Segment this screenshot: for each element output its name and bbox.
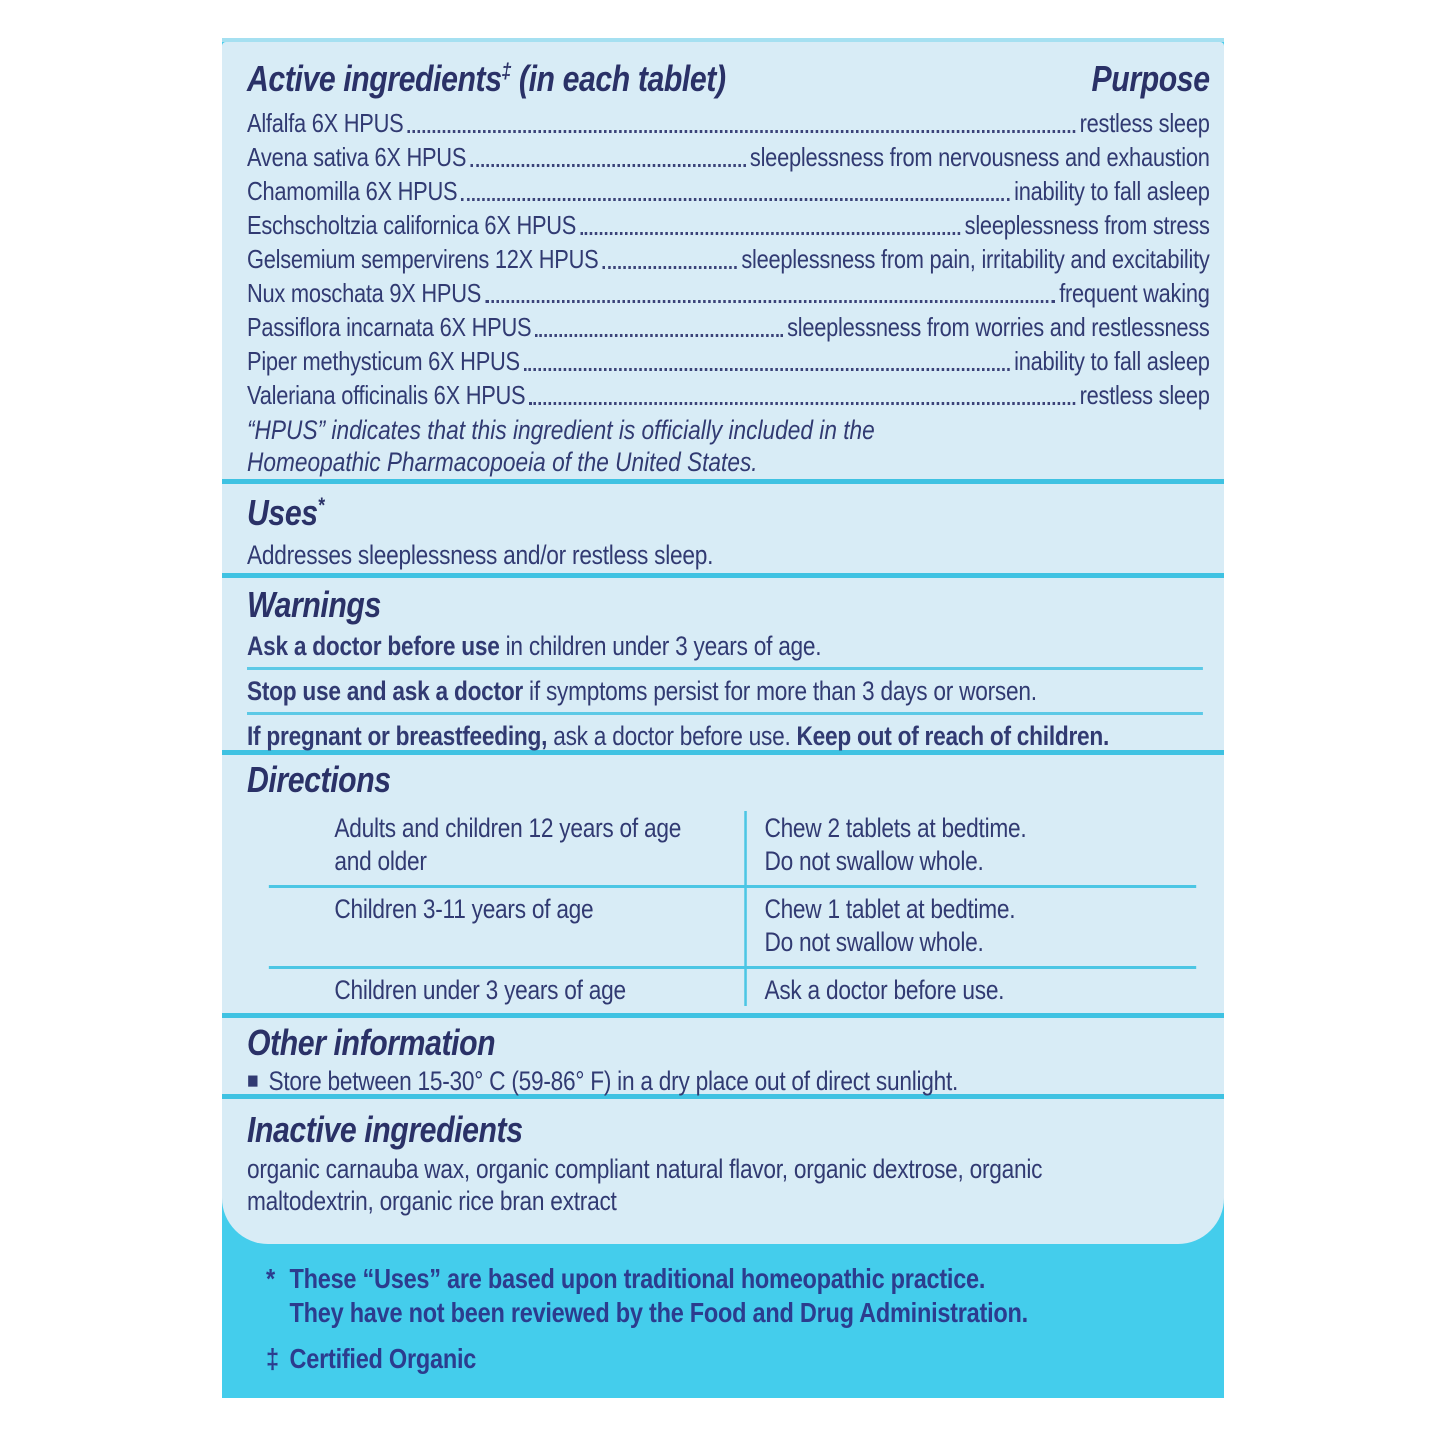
section-active-ingredients <box>247 52 1210 479</box>
hpus-note-line: Homeopathic Pharmacopoeia of the United States. <box>247 447 758 477</box>
warning-text: ask a doctor before use. <box>547 721 797 751</box>
drug-facts-label <box>222 38 1224 1398</box>
age-group-cell: Children 3-11 years of age <box>334 894 594 924</box>
warning-divider <box>247 667 1203 670</box>
table-column-divider <box>744 811 747 1006</box>
ingredient-row <box>247 106 1210 140</box>
uses-title-text: Uses <box>247 492 318 533</box>
ingredient-row <box>247 378 1210 412</box>
dose-line: Chew 2 tablets at bedtime. <box>764 813 1027 843</box>
ingredient-row <box>247 276 1210 310</box>
directions-title: Directions <box>247 759 391 800</box>
other-information-title: Other information <box>247 1022 496 1063</box>
ingredient-name: Alfalfa 6X HPUS <box>247 108 404 138</box>
dose-cell <box>744 888 1209 966</box>
section-uses <box>247 484 1210 573</box>
ingredient-purpose: sleeplessness from pain, irritability and excitability <box>741 244 1210 274</box>
section-warnings <box>247 578 1210 750</box>
dotted-leader <box>485 300 1055 303</box>
ingredient-name: Piper methysticum 6X HPUS <box>247 346 520 376</box>
ingredient-row <box>247 174 1210 208</box>
ingredient-row <box>247 208 1210 242</box>
dotted-leader <box>530 402 1076 405</box>
dose-line: Do not swallow whole. <box>764 927 984 957</box>
ingredient-row <box>247 140 1210 174</box>
ingredient-purpose: sleeplessness from stress <box>964 210 1210 240</box>
directions-table <box>247 807 1210 1014</box>
ingredient-name: Nux moschata 9X HPUS <box>247 278 482 308</box>
ingredient-purpose: inability to fall asleep <box>1014 176 1210 206</box>
inactive-ingredients-line: maltodextrin, organic rice bran extract <box>247 1186 617 1216</box>
section-inactive-ingredients <box>247 1099 1210 1238</box>
dotted-leader <box>524 368 1010 371</box>
warning-bold-text: Ask a doctor before use <box>247 631 500 661</box>
ingredient-name: Passiflora incarnata 6X HPUS <box>247 312 532 342</box>
ingredient-row <box>247 344 1210 378</box>
certified-organic-text: Certified Organic <box>289 1343 477 1374</box>
dose-cell <box>744 969 1209 1014</box>
hpus-note <box>247 414 1210 478</box>
uses-footnote-line: These “Uses” are based upon traditional homeopathic practice. <box>289 1263 986 1294</box>
ingredient-name: Gelsemium sempervirens 12X HPUS <box>247 244 599 274</box>
ingredient-row <box>247 242 1210 276</box>
ingredient-name: Eschscholtzia californica 6X HPUS <box>247 210 577 240</box>
dotted-leader <box>408 130 1076 133</box>
asterisk-superscript: * <box>317 494 325 517</box>
section-directions <box>247 755 1210 1013</box>
inactive-ingredients-line: organic carnauba wax, organic compliant natural flavor, organic dextrose, organic <box>247 1154 1043 1184</box>
dotted-leader <box>603 266 737 269</box>
asterisk-symbol: * <box>266 1263 275 1294</box>
active-title-text: Active ingredients <box>247 58 502 99</box>
dose-line: Ask a doctor before use. <box>764 975 1005 1005</box>
storage-text: Store between 15-30° C (59-86° F) in a dry place out of direct sunlight. <box>268 1066 959 1096</box>
ingredient-purpose: sleeplessness from worries and restlessness <box>787 312 1210 342</box>
dotted-leader <box>580 232 960 235</box>
ingredient-name: Avena sativa 6X HPUS <box>247 142 467 172</box>
section-other-information <box>247 1018 1210 1094</box>
uses-footnote-line: They have not been reviewed by the Food and Drug Administration. <box>289 1297 1028 1328</box>
ingredient-purpose: sleeplessness from nervousness and exhaustion <box>749 142 1210 172</box>
warning-divider <box>247 712 1203 715</box>
dotted-leader <box>462 198 1010 201</box>
warnings-title: Warnings <box>247 584 381 625</box>
dagger-superscript: ‡ <box>501 60 511 83</box>
ingredient-purpose: restless sleep <box>1079 380 1210 410</box>
warning-bold-text: If pregnant or breastfeeding, <box>247 721 548 751</box>
other-information-body <box>247 1064 1210 1099</box>
age-group-cell: Adults and children 12 years of age and older <box>334 813 682 876</box>
uses-title <box>247 492 1210 534</box>
directions-row <box>247 888 1210 966</box>
warning-item <box>247 720 1210 752</box>
dose-line: Do not swallow whole. <box>764 846 984 876</box>
active-ingredients-title <box>247 58 726 100</box>
warning-bold-text: Stop use and ask a doctor <box>247 676 524 706</box>
active-title-suffix: (in each tablet) <box>510 58 726 99</box>
dotted-leader <box>470 164 745 167</box>
warning-bold-text: Keep out of reach of children. <box>796 721 1110 751</box>
age-group-cell: Children under 3 years of age <box>334 975 626 1005</box>
ingredient-purpose: frequent waking <box>1059 278 1210 308</box>
double-dagger-symbol: ‡ <box>266 1343 279 1374</box>
dose-cell <box>744 807 1209 885</box>
ingredient-row <box>247 310 1210 344</box>
directions-row <box>247 807 1210 885</box>
ingredient-purpose: restless sleep <box>1079 108 1210 138</box>
warning-item <box>247 630 1210 662</box>
ingredient-name: Chamomilla 6X HPUS <box>247 176 458 206</box>
square-bullet-icon: ■ <box>247 1067 259 1093</box>
ingredient-purpose: inability to fall asleep <box>1014 346 1210 376</box>
purpose-column-label: Purpose <box>1091 58 1210 99</box>
warning-item <box>247 675 1210 707</box>
directions-row <box>247 969 1210 1014</box>
warning-text: in children under 3 years of age. <box>499 631 822 661</box>
uses-body: Addresses sleeplessness and/or restless sleep. <box>247 540 714 570</box>
footnotes <box>222 1244 1224 1376</box>
drug-facts-panel <box>222 42 1224 1244</box>
dotted-leader <box>535 334 782 337</box>
ingredient-name: Valeriana officinalis 6X HPUS <box>247 380 526 410</box>
inactive-ingredients-title: Inactive ingredients <box>247 1109 523 1150</box>
uses-footnote <box>266 1262 1194 1296</box>
active-ingredients-header <box>247 58 1210 100</box>
dose-line: Chew 1 tablet at bedtime. <box>764 894 1016 924</box>
warning-text: if symptoms persist for more than 3 days or worsen. <box>523 676 1037 706</box>
certified-organic-footnote <box>266 1342 1194 1376</box>
hpus-note-line: “HPUS” indicates that this ingredient is officially included in the <box>247 415 875 445</box>
